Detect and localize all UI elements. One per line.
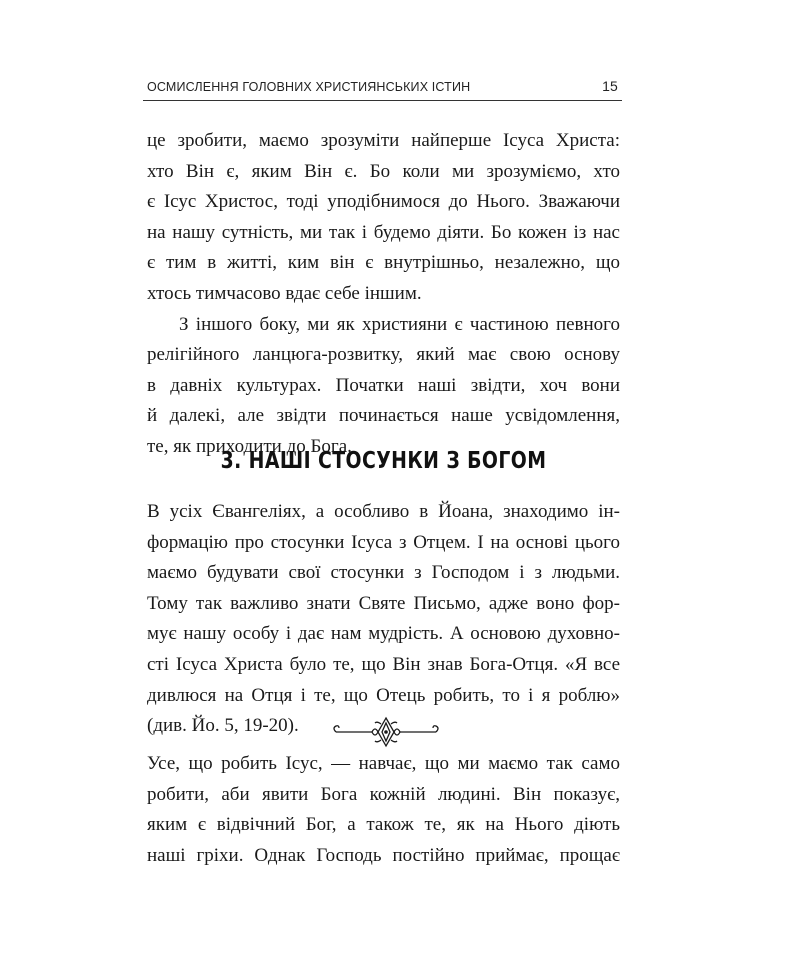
text-line: те, як приходити до Бога. <box>147 435 352 457</box>
text-line: хто Він є, яким Він є. Бо коли ми зрозуміємо, хто <box>147 160 620 182</box>
text-line: наші гріхи. Однак Господь постійно приймає, прощає <box>147 844 620 866</box>
text-line: в давніх культурах. Початки наші звідти, хоч вони <box>147 374 620 396</box>
running-title: ОСМИСЛЕННЯ ГОЛОВНИХ ХРИСТИЯНСЬКИХ ІСТИН <box>147 80 471 94</box>
text-line: це зробити, маємо зрозуміти найперше Ісуса Христа: <box>147 130 620 151</box>
text-line: В усіх Євангеліях, а особливо в Йоана, знаходимо ін- <box>147 501 620 522</box>
text-line: хтось тимчасово вдає себе іншим. <box>147 282 422 304</box>
text-line: на нашу сутність, ми так і будемо діяти. Бо кожен із нас <box>147 221 620 243</box>
text-line: сті Ісуса Христа було те, що Він знав Бога-Отця. «Я все <box>147 653 620 675</box>
text-line: мує нашу особу і дає нам мудрість. А основою духовно- <box>147 623 620 645</box>
section-heading: 3. НАШІ СТОСУНКИ З БОГОМ <box>220 448 547 474</box>
continuation-text <box>147 749 620 871</box>
running-header <box>143 76 622 101</box>
text-line: є тим в житті, ким він є внутрішньо, незалежно, що <box>147 252 620 274</box>
text-line: робити, аби явити Бога кожній людині. Він показує, <box>147 783 620 805</box>
text-line: формацію про стосунки Ісуса з Отцем. І на основі цього <box>147 531 620 553</box>
text-line: є Ісус Христос, тоді уподібнимося до Нього. Зважаючи <box>147 191 620 213</box>
text-line: маємо будувати свої стосунки з Господом і з людьми. <box>147 562 620 584</box>
text-line: З іншого боку, ми як християни є частиною певного <box>179 313 620 335</box>
text-line: дивлюся на Отця і те, що Отець робить, то і я роблю» <box>147 684 620 706</box>
text-line: Тому так важливо знати Святе Письмо, адже воно фор- <box>147 592 620 614</box>
section-text <box>147 497 620 742</box>
intro-text <box>147 126 620 463</box>
text-line: яким є відвічний Бог, а також те, як на Нього діють <box>147 814 620 836</box>
text-line: (див. Йо. 5, 19-20). <box>147 715 299 737</box>
page-number: 15 <box>602 78 618 94</box>
text-line: релігійного ланцюга-розвитку, який має свою основу <box>147 344 620 366</box>
text-line: й далекі, але звідти починається наше усвідомлення, <box>147 405 620 427</box>
text-line: Усе, що робить Ісус, — навчає, що ми маємо так само <box>147 753 620 774</box>
ornament-divider-icon <box>330 715 442 749</box>
